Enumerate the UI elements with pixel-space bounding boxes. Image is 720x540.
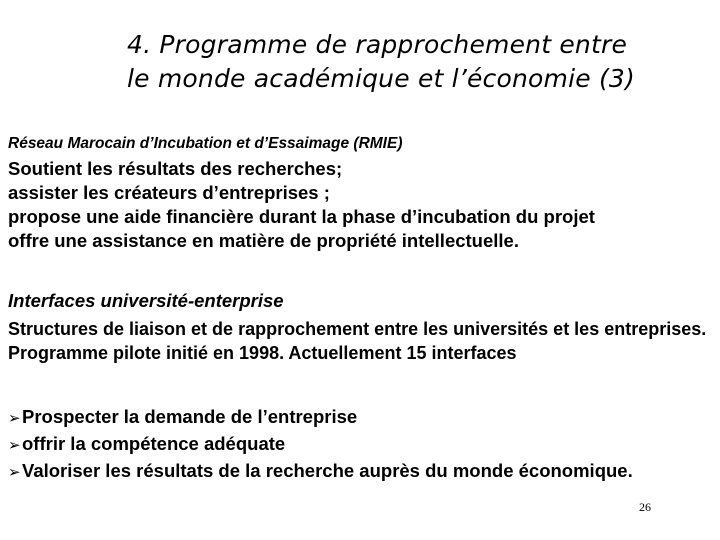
bullet-item [8,431,708,458]
rmie-line: Soutient les résultats des recherches; [8,158,343,179]
bullet-text: Prospecter la demande de l’entreprise [22,406,358,427]
interfaces-description [8,320,708,362]
interfaces-heading: Interfaces université-enterprise [8,290,284,311]
rmie-line: propose une aide financière durant la phase d’incubation du projet [8,206,595,227]
rmie-line: assister les créateurs d’entreprises ; [8,182,330,203]
slide-title-line-1: 4. Programme de rapprochement entre [127,30,628,59]
arrow-bullet-icon: ➢ [8,409,21,427]
slide-title [127,28,707,96]
rmie-line: offre une assistance en matière de propriété intellectuelle. [8,230,519,251]
rmie-description [8,157,716,253]
bullet-text: Valoriser les résultats de la recherche auprès du monde économique. [22,460,633,481]
arrow-bullet-icon: ➢ [8,436,21,454]
bullet-item [8,404,708,431]
interfaces-paragraph-2: Programme pilote initié en 1998. Actuellement 15 interfaces [8,343,517,363]
arrow-bullet-icon: ➢ [8,463,21,481]
rmie-heading: Réseau Marocain d’Incubation et d’Essaimage (RMIE) [8,135,403,152]
page-number: 26 [639,500,651,514]
interfaces-paragraph-1: Structures de liaison et de rapprochement entre les universités et les entreprises. [8,319,707,339]
bullet-item [8,458,708,485]
bullet-list [8,404,708,485]
slide-title-line-2: le monde académique et l’économie (3) [127,64,635,93]
bullet-text: offrir la compétence adéquate [22,433,286,454]
